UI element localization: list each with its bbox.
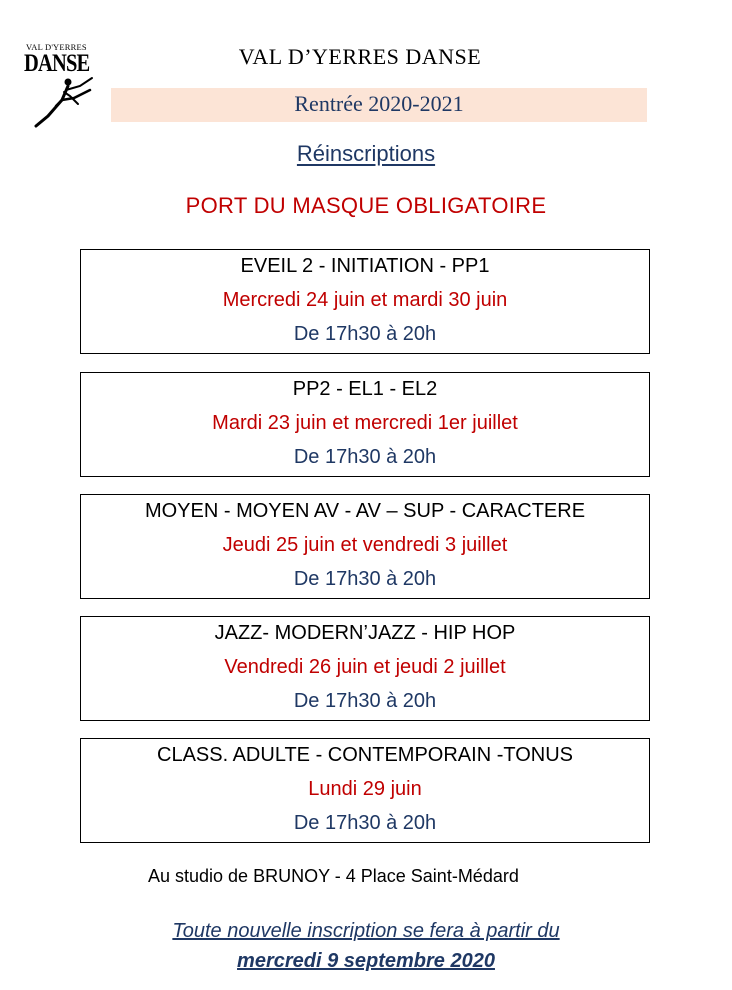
dancer-icon bbox=[34, 76, 94, 128]
session-hours: De 17h30 à 20h bbox=[293, 446, 437, 468]
session-dates: Jeudi 25 juin et vendredi 3 juillet bbox=[222, 534, 508, 556]
logo-text-big: DANSE bbox=[24, 50, 90, 77]
logo bbox=[22, 42, 102, 128]
session-box bbox=[80, 372, 650, 477]
session-hours: De 17h30 à 20h bbox=[293, 568, 437, 590]
session-groups: CLASS. ADULTE - CONTEMPORAIN -TONUS bbox=[157, 744, 573, 766]
session-box bbox=[80, 738, 650, 843]
session-dates: Mercredi 24 juin et mardi 30 juin bbox=[222, 289, 508, 311]
new-registration-note: Toute nouvelle inscription se fera à partir du bbox=[172, 920, 560, 942]
session-dates: Lundi 29 juin bbox=[308, 778, 422, 800]
session-dates: Mardi 23 juin et mercredi 1er juillet bbox=[212, 412, 518, 434]
studio-address: Au studio de BRUNOY - 4 Place Saint-Médard bbox=[148, 866, 519, 886]
mask-notice: PORT DU MASQUE OBLIGATOIRE bbox=[185, 193, 547, 218]
session-groups: EVEIL 2 - INITIATION - PP1 bbox=[240, 255, 490, 277]
session-groups: JAZZ- MODERN’JAZZ - HIP HOP bbox=[214, 622, 516, 644]
season-title: Rentrée 2020-2021 bbox=[294, 91, 464, 116]
session-groups: PP2 - EL1 - EL2 bbox=[292, 378, 438, 400]
session-dates: Vendredi 26 juin et jeudi 2 juillet bbox=[224, 656, 506, 678]
new-registration-date: mercredi 9 septembre 2020 bbox=[237, 950, 495, 972]
session-hours: De 17h30 à 20h bbox=[293, 323, 437, 345]
session-groups: MOYEN - MOYEN AV - AV – SUP - CARACTERE bbox=[144, 500, 586, 522]
page-title bbox=[0, 141, 732, 167]
session-box bbox=[80, 249, 650, 354]
session-hours: De 17h30 à 20h bbox=[293, 812, 437, 834]
session-box bbox=[80, 616, 650, 721]
session-box bbox=[80, 494, 650, 599]
page-title-text: Réinscriptions bbox=[296, 141, 436, 166]
logo-text-small: VAL D'YERRES bbox=[26, 42, 87, 52]
session-hours: De 17h30 à 20h bbox=[293, 690, 437, 712]
organization-name: VAL D’YERRES DANSE bbox=[238, 44, 482, 69]
